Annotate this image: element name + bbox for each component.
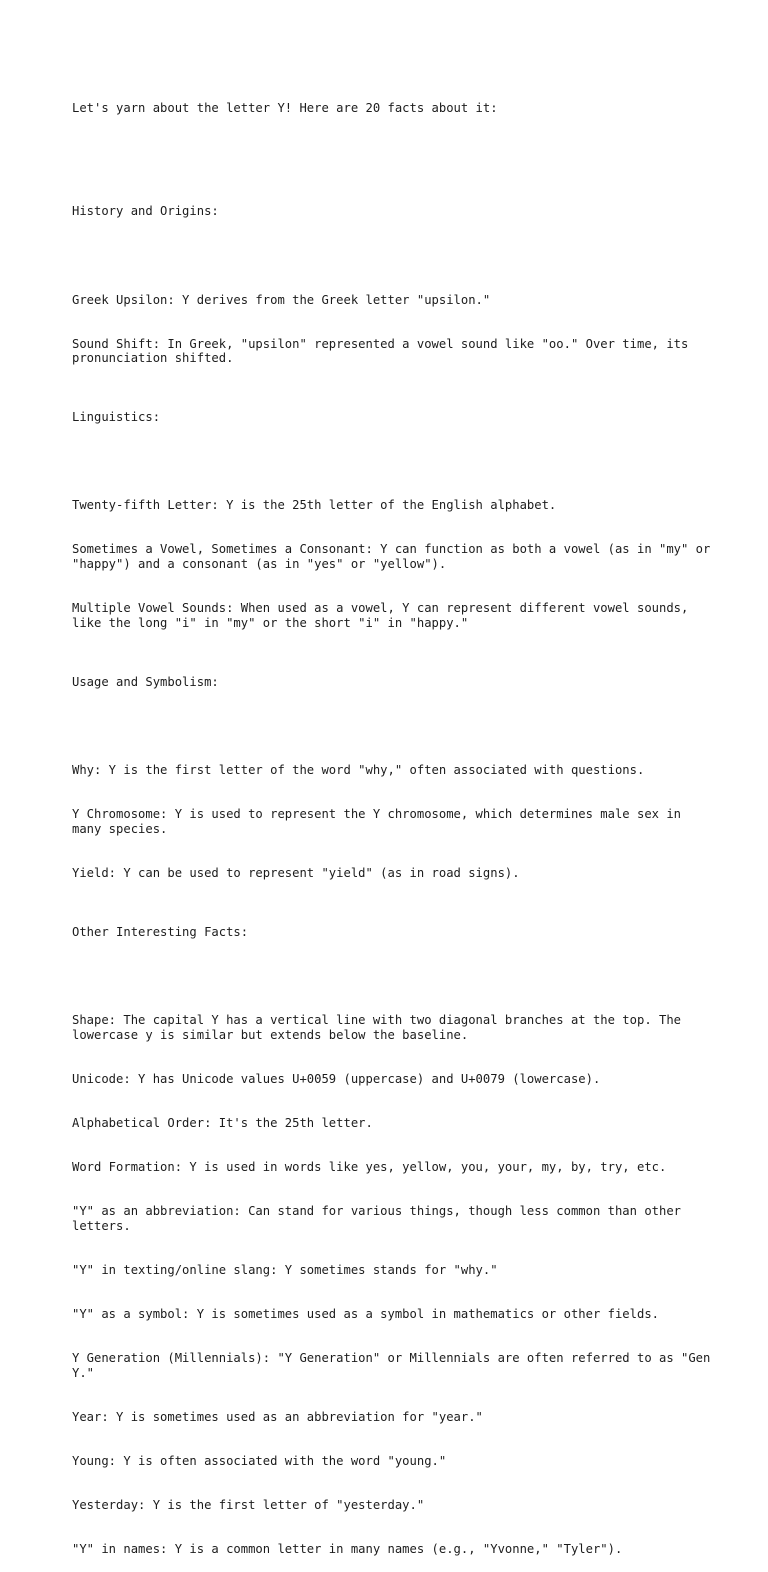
fact-item: Yesterday: Y is the first letter of "yesterday." (72, 1498, 425, 1513)
fact-item: Shape: The capital Y has a vertical line with two diagonal branches at the top. The lowercase y is similar but extends below the baseline. (72, 1012, 689, 1042)
fact-item: Yield: Y can be used to represent "yield" (as in road signs). (72, 865, 520, 880)
spacer (72, 719, 712, 734)
fact-item: Alphabetical Order: It's the 25th letter. (72, 1115, 373, 1130)
fact-item: Twenty-fifth Letter: Y is the 25th letter of the English alphabet. (72, 498, 557, 513)
fact-item: "Y" as a symbol: Y is sometimes used as a symbol in mathematics or other fields. (72, 1306, 659, 1321)
fact-item: Y Chromosome: Y is used to represent the Y chromosome, which determines male sex in many species. (72, 807, 689, 836)
section-heading-linguistics: Linguistics: (72, 410, 161, 425)
document-body (72, 72, 718, 1572)
section-heading-history: History and Origins: (72, 204, 219, 219)
spacer (72, 248, 712, 263)
fact-item: Sometimes a Vowel, Sometimes a Consonant: Y can function as both a vowel (as in "my" or "happy") and a consonant (as in "yes" or "yellow"). (72, 542, 718, 572)
spacer (72, 454, 712, 469)
fact-item: Greek Upsilon: Y derives from the Greek letter "upsilon." (72, 292, 491, 307)
fact-item: "Y" in texting/online slang: Y sometimes stands for "why." (72, 1262, 498, 1277)
spacer (72, 146, 712, 161)
fact-item: Year: Y is sometimes used as an abbreviation for "year." (72, 1409, 483, 1424)
section-heading-usage: Usage and Symbolism: (72, 674, 219, 689)
spacer (72, 969, 712, 984)
fact-item: Unicode: Y has Unicode values U+0059 (uppercase) and U+0079 (lowercase). (72, 1071, 601, 1086)
intro-text: Let's yarn about the letter Y! Here are 20 facts about it: (72, 101, 498, 116)
section-heading-other: Other Interesting Facts: (72, 924, 249, 939)
fact-item: Young: Y is often associated with the word "young." (72, 1454, 447, 1469)
fact-item: Multiple Vowel Sounds: When used as a vowel, Y can represent different vowel sounds, like the long "i" in "my" or the short "i" in "happy." (72, 601, 696, 630)
fact-item: Sound Shift: In Greek, "upsilon" represented a vowel sound like "oo." Over time, its pronunciation shifted. (72, 336, 696, 366)
fact-item: "Y" in names: Y is a common letter in many names (e.g., "Yvonne," "Tyler"). (72, 1542, 623, 1557)
fact-item: "Y" as an abbreviation: Can stand for various things, though less common than other letters. (72, 1204, 689, 1233)
fact-item: Why: Y is the first letter of the word "why," often associated with questions. (72, 762, 645, 777)
fact-item: Y Generation (Millennials): "Y Generation" or Millennials are often referred to as "Gen Y." (72, 1351, 718, 1380)
fact-item: Word Formation: Y is used in words like yes, yellow, you, your, my, by, try, etc. (72, 1159, 667, 1174)
